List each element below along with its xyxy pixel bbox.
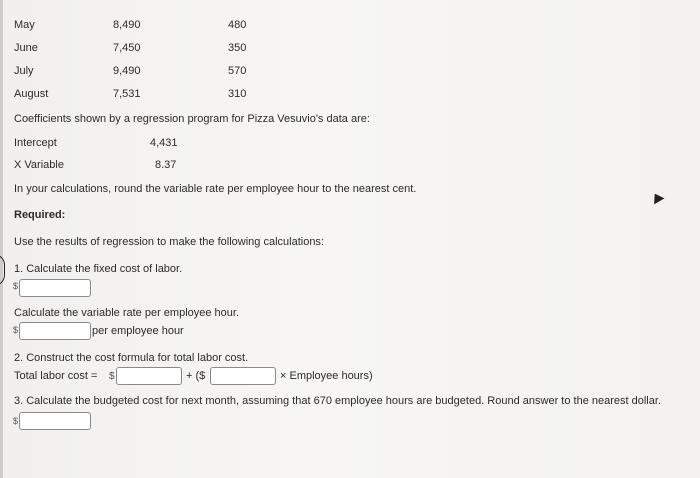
q3-text: 3. Calculate the budgeted cost for next month, assuming that 670 employee hours are budgeted. Round answer to the nearest dollar. xyxy=(14,395,661,407)
coefficients-intro: Coefficients shown by a regression program for Pizza Vesuvio's data are: xyxy=(14,113,370,125)
formula-label: Total labor cost = xyxy=(14,370,98,382)
row-month: August xyxy=(14,88,49,100)
formula-suffix: × Employee hours) xyxy=(280,370,373,382)
coefficient-label: Intercept xyxy=(14,137,57,149)
fixed-cost-input[interactable] xyxy=(19,279,91,297)
instructions: Use the results of regression to make the following calculations: xyxy=(14,236,324,248)
formula-variable-input[interactable] xyxy=(210,367,276,385)
q2-text: 2. Construct the cost formula for total labor cost. xyxy=(14,352,249,364)
variable-rate-input[interactable] xyxy=(19,322,91,340)
coefficient-value: 8.37 xyxy=(155,159,177,171)
row-hours: 8,490 xyxy=(113,19,141,31)
row-month: July xyxy=(14,65,34,77)
q1b-suffix: per employee hour xyxy=(92,325,184,337)
row-hours: 7,450 xyxy=(113,42,141,54)
rounding-note: In your calculations, round the variable rate per employee hour to the nearest cent. xyxy=(14,183,417,195)
page-left-edge xyxy=(0,0,3,478)
row-month: May xyxy=(14,19,35,31)
q3-currency: $ xyxy=(13,416,19,426)
row-month: June xyxy=(14,42,38,54)
row-cost: 310 xyxy=(228,88,247,100)
q2-currency: $ xyxy=(109,371,115,382)
coefficient-label: X Variable xyxy=(14,159,64,171)
row-hours: 7,531 xyxy=(113,88,141,100)
row-cost: 570 xyxy=(228,65,247,77)
q1b-text: Calculate the variable rate per employee hour. xyxy=(14,307,240,319)
row-cost: 350 xyxy=(228,42,247,54)
q1-text: 1. Calculate the fixed cost of labor. xyxy=(14,263,183,275)
formula-fixed-input[interactable] xyxy=(116,367,182,385)
q1-currency: $ xyxy=(13,281,19,291)
coefficient-value: 4,431 xyxy=(150,137,178,149)
row-hours: 9,490 xyxy=(113,65,141,77)
required-label: Required: xyxy=(14,209,66,221)
active-question-marker xyxy=(0,254,5,286)
mouse-cursor-icon xyxy=(650,191,665,205)
q1b-currency: $ xyxy=(13,325,19,335)
row-cost: 480 xyxy=(228,19,247,31)
budgeted-cost-input[interactable] xyxy=(19,412,91,430)
formula-plus: + ($ xyxy=(186,370,206,382)
